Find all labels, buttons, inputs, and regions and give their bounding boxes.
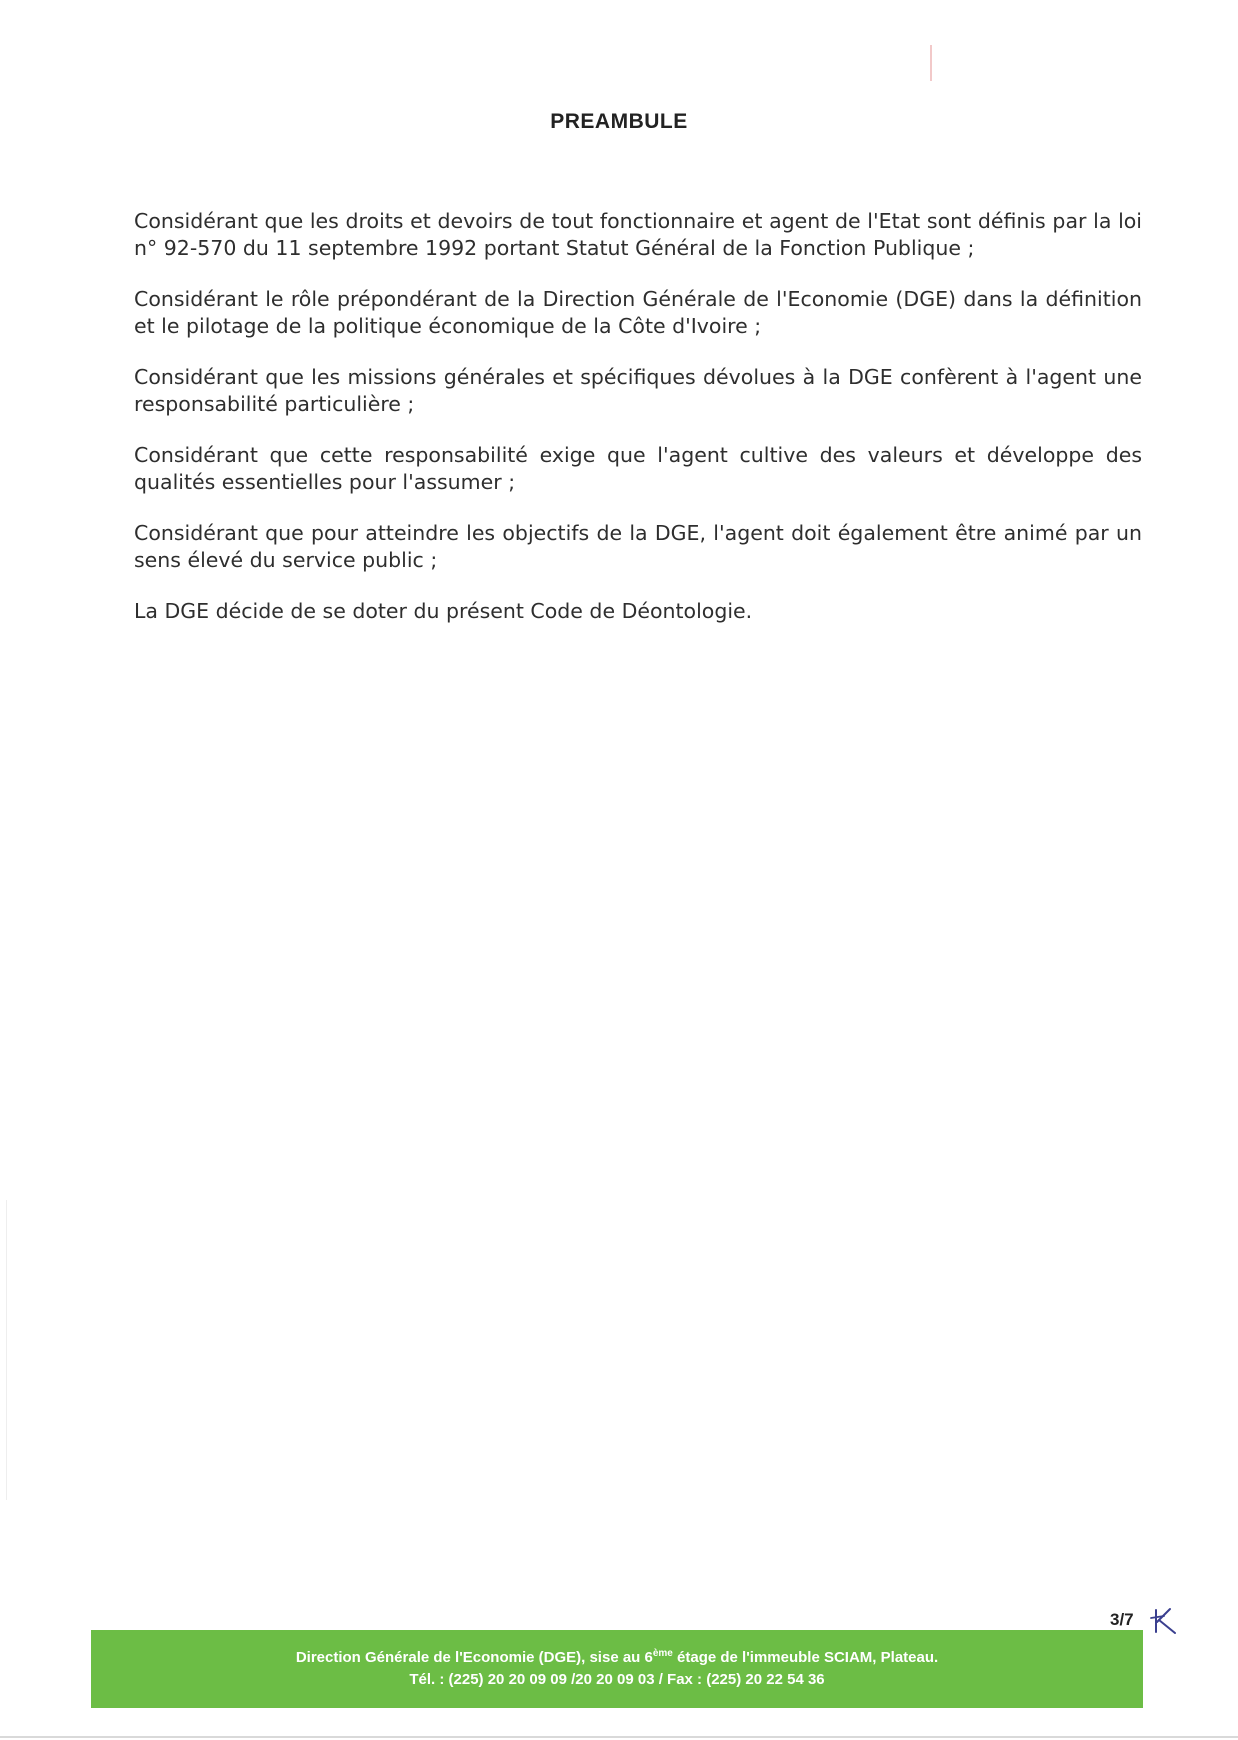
paragraph-5: Considérant que pour atteindre les objectifs de la DGE, l'agent doit également être animé par un sens élevé du service public ; [134,521,1142,572]
paragraph-1: Considérant que les droits et devoirs de tout fonctionnaire et agent de l'Etat sont définis par la loi n° 92-570 du 11 septembre 1992 portant Statut Général de la Fonction Publique ; [134,209,1142,260]
scan-artifact-mark [930,45,932,81]
page-title: PREAMBULE [550,110,688,133]
footer-floor-superscript: ème [652,1648,673,1659]
paragraph-2: Considérant le rôle prépondérant de la Direction Générale de l'Economie (DGE) dans la définition et le pilotage de la politique économique de la Côte d'Ivoire ; [134,287,1142,338]
handwritten-initials-icon [1148,1606,1178,1636]
body-text [134,208,1142,649]
scan-edge-line [6,1200,7,1500]
page-number: 3/7 [1110,1610,1134,1629]
footer-address-end: étage de l'immeuble SCIAM, Plateau. [672,1649,939,1666]
footer-address-line [296,1647,938,1669]
bottom-edge-line [0,1736,1238,1738]
footer-band [91,1630,1143,1708]
paragraph-3: Considérant que les missions générales et spécifiques dévolues à la DGE confèrent à l'agent une responsabilité particulière ; [134,365,1142,416]
paragraph-4: Considérant que cette responsabilité exige que l'agent cultive des valeurs et développe des qualités essentielles pour l'assumer ; [134,443,1142,494]
paragraph-6: La DGE décide de se doter du présent Code de Déontologie. [134,599,753,623]
footer-contact-line: Tél. : (225) 20 20 09 09 /20 20 09 03 / Fax : (225) 20 22 54 36 [409,1671,825,1688]
footer-address-start: Direction Générale de l'Economie (DGE), sise au 6 [295,1649,653,1666]
